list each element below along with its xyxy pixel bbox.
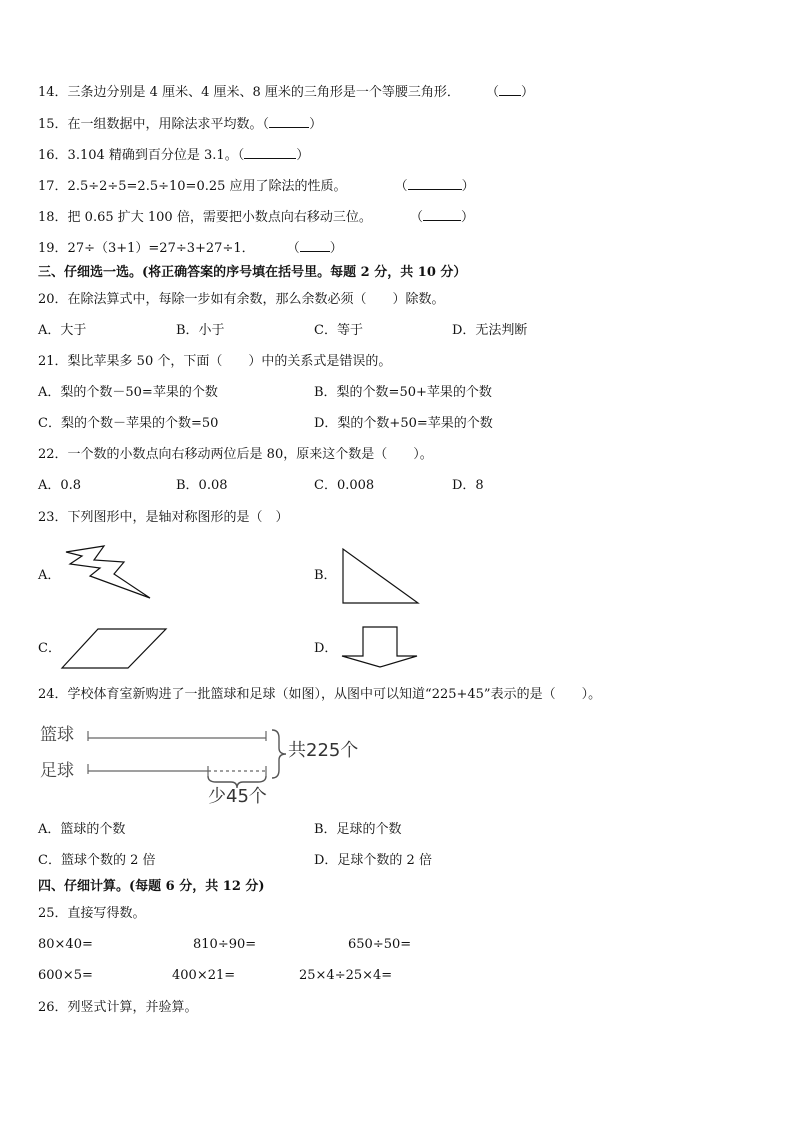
calc-item-5: 400×21= <box>172 968 236 983</box>
q20-option-c[interactable]: C．等于 <box>314 323 363 338</box>
q22-option-a[interactable]: A．0.8 <box>38 478 82 493</box>
question-23: 23．下列图形中，是轴对称图形的是（ ） <box>38 510 289 525</box>
q22-option-c[interactable]: C．0.008 <box>314 478 375 493</box>
question-19: 19．27÷（3+1）=27÷3+27÷1． （ ） <box>38 238 343 258</box>
calc-item-6: 25×4÷25×4= <box>299 968 393 983</box>
q23-option-b[interactable]: B． <box>314 568 337 583</box>
calc-item-3: 650÷50= <box>348 937 412 952</box>
answer-blank-15[interactable] <box>269 114 309 128</box>
question-21: 21．梨比苹果多 50 个，下面（ ）中的关系式是错误的。 <box>38 354 392 369</box>
q21-option-d[interactable]: D．梨的个数+50=苹果的个数 <box>314 416 493 431</box>
question-17: 17．2.5÷2÷5=2.5÷10=0.25 应用了除法的性质。 （ ） <box>38 176 475 196</box>
q22-option-d[interactable]: D．8 <box>452 478 484 493</box>
football-label: 足球 <box>40 761 74 781</box>
question-24: 24．学校体育室新购进了一批篮球和足球（如图），从图中可以知道“225+45”表示的是（ ）。 <box>38 687 602 702</box>
q20-option-b[interactable]: B．小于 <box>176 323 225 338</box>
question-26: 26．列竖式计算，并验算。 <box>38 1000 198 1015</box>
calc-item-2: 810÷90= <box>193 937 257 952</box>
q23-option-a[interactable]: A． <box>38 568 61 583</box>
calc-item-1: 80×40= <box>38 937 93 952</box>
answer-blank-17[interactable] <box>408 176 462 190</box>
answer-blank-14[interactable] <box>499 82 521 96</box>
question-16: 16．3.104 精确到百分位是 3.1。（ ） <box>38 145 309 165</box>
q24-option-d[interactable]: D．足球个数的 2 倍 <box>314 853 432 868</box>
lightning-shape <box>60 544 156 602</box>
q23-option-d[interactable]: D． <box>314 641 338 656</box>
q21-option-c[interactable]: C．梨的个数－苹果的个数=50 <box>38 416 219 431</box>
question-25: 25．直接写得数。 <box>38 906 146 921</box>
q24-option-c[interactable]: C．篮球个数的 2 倍 <box>38 853 156 868</box>
q21-option-a[interactable]: A．梨的个数－50=苹果的个数 <box>38 385 218 400</box>
answer-blank-19[interactable] <box>300 238 330 252</box>
answer-blank-16[interactable] <box>244 145 296 159</box>
question-14: 14．三条边分别是 4 厘米、4 厘米、8 厘米的三角形是一个等腰三角形． （ ） <box>38 82 534 102</box>
section-4-heading: 四、仔细计算。(每题 6 分，共 12 分) <box>38 879 265 894</box>
down-arrow-shape <box>338 624 422 670</box>
q24-option-a[interactable]: A．篮球的个数 <box>38 822 126 837</box>
q22-option-b[interactable]: B．0.08 <box>176 478 228 493</box>
less-label: 少45个 <box>208 786 267 807</box>
q20-option-a[interactable]: A．大于 <box>38 323 87 338</box>
question-15: 15．在一组数据中，用除法求平均数。（ ） <box>38 114 322 134</box>
ball-diagram <box>36 716 376 806</box>
basketball-label: 篮球 <box>40 725 74 745</box>
answer-blank-18[interactable] <box>423 207 461 221</box>
question-20: 20．在除法算式中，每除一步如有余数，那么余数必须（ ）除数。 <box>38 292 445 307</box>
right-triangle-shape <box>338 546 422 606</box>
question-18: 18．把 0.65 扩大 100 倍，需要把小数点向右移动三位。 （ ） <box>38 207 474 227</box>
section-3-heading: 三、仔细选一选。(将正确答案的序号填在括号里。每题 2 分，共 10 分） <box>38 265 467 280</box>
q24-option-b[interactable]: B．足球的个数 <box>314 822 402 837</box>
calc-item-4: 600×5= <box>38 968 93 983</box>
q20-option-d[interactable]: D．无法判断 <box>452 323 528 338</box>
q21-option-b[interactable]: B．梨的个数=50+苹果的个数 <box>314 385 492 400</box>
parallelogram-shape <box>60 626 170 672</box>
question-22: 22．一个数的小数点向右移动两位后是 80，原来这个数是（ ）。 <box>38 447 433 462</box>
q23-option-c[interactable]: C． <box>38 641 61 656</box>
total-label: 共225个 <box>288 740 359 761</box>
